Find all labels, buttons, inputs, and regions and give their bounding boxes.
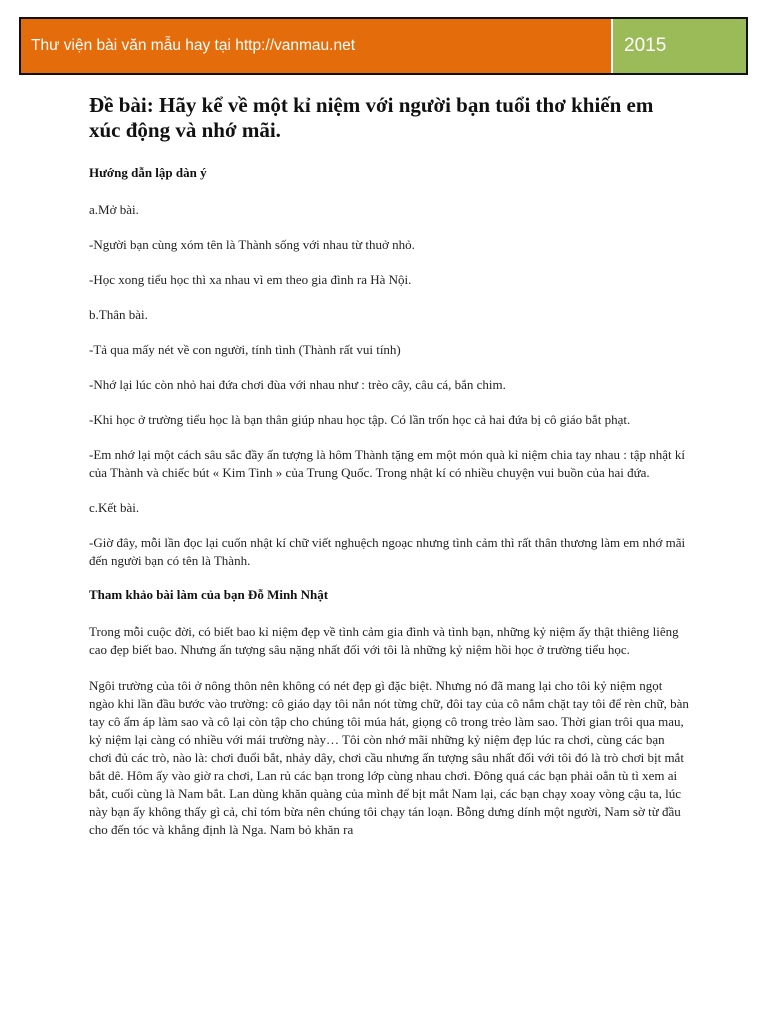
header-title: Thư viện bài văn mẫu hay tại http://vanmau.net	[31, 37, 356, 54]
outline-item: b.Thân bài.	[89, 307, 148, 322]
header-year: 2015	[624, 35, 667, 56]
article-paragraph: Ngôi trường của tôi ở nông thôn nên không có nét đẹp gì đặc biệt. Nhưng nó đã mang lại cho tôi kỷ niệm ngọt ngào khi lần đầu bước vào trường: cô giáo dạy tôi nắn nót từng chữ, đôi tay của cô nắm chặt tay tôi để rèn chữ, bàn tay cô ấm áp làm sao và cô lại còn tập cho chúng tôi múa hát, giọng cô trong trẻo làm sao. Thời gian trôi qua mau, kỷ niệm lại càng có nhiều với mái trường này… Tôi còn nhớ mãi những kỷ niệm đẹp lúc ra chơi, cùng các bạn chơi đủ các trò, nào là: chơi đuổi bắt, nhảy dây, chơi cầu nhưng ấn tượng sâu nhất đối với tôi đó là trò chơi bịt mắt bắt dê. Hôm ấy vào giờ ra chơi, Lan rủ các bạn trong lớp cùng nhau chơi. Đông quá các bạn phải oẳn tù tì xem ai bắt, cuối cùng là Nam bắt. Lan dùng khăn quàng của mình để bịt mắt Nam lại, các bạn chạy xoay vòng cậu ta, lúc này bạn ấy không thấy gì cả, chỉ tóm bừa nên chúng tôi chạy tán loạn. Bỗng dưng dính một người, Nam sờ từ đầu cho đến tóc và khẳng định là Nga. Nam bỏ khăn ra	[89, 678, 689, 837]
document-title: Đề bài: Hãy kể về một kỉ niệm với người bạn tuổi thơ khiến em xúc động và nhớ mãi.	[89, 93, 654, 142]
outline-item: c.Kết bài.	[89, 500, 140, 515]
header-year-block	[613, 19, 746, 73]
outline-item: -Giờ đây, mỗi lần đọc lại cuốn nhật kí chữ viết nghuệch ngoạc nhưng tình cảm thì rất thân thương làm em nhớ mãi đến người bạn có tên là Thành.	[89, 535, 686, 568]
article-paragraph: Trong mỗi cuộc đời, có biết bao kỉ niệm đẹp về tình cảm gia đình và tình bạn, những kỷ niệm ấy thật thiêng liêng cao đẹp biết bao. Nhưng ấn tượng sâu nặng nhất đối với tôi là những kỷ niệm hồi học ở trường tiểu học.	[89, 624, 679, 657]
outline-item: -Học xong tiểu học thì xa nhau vì em theo gia đình ra Hà Nội.	[89, 272, 412, 287]
article-heading: Tham khảo bài làm của bạn Đỗ Minh Nhật	[89, 587, 329, 602]
outline-item: a.Mở bài.	[89, 202, 139, 217]
header-title-block	[21, 19, 613, 73]
document-body	[89, 93, 689, 857]
outline-item: -Khi học ở trường tiểu học là bạn thân giúp nhau học tập. Có lần trốn học cả hai đứa bị cô giáo bắt phạt.	[89, 412, 631, 427]
outline-item: -Tả qua mấy nét về con người, tính tình (Thành rất vui tính)	[89, 342, 401, 357]
outline-item: -Nhớ lại lúc còn nhỏ hai đứa chơi đùa với nhau như : trèo cây, câu cá, bắn chim.	[89, 377, 506, 392]
outline-item: -Người bạn cùng xóm tên là Thành sống với nhau từ thuở nhỏ.	[89, 237, 415, 252]
outline-heading: Hướng dẫn lập dàn ý	[89, 165, 207, 180]
page-header-banner	[19, 17, 748, 75]
outline-item: -Em nhớ lại một cách sâu sắc đầy ấn tượng là hôm Thành tặng em một món quà kỉ niệm chia tay nhau : tập nhật kí của Thành và chiếc bút « Kim Tinh » của Trung Quốc. Trong nhật kí có nhiều chuyện vui buồn của hai đứa.	[89, 447, 686, 480]
